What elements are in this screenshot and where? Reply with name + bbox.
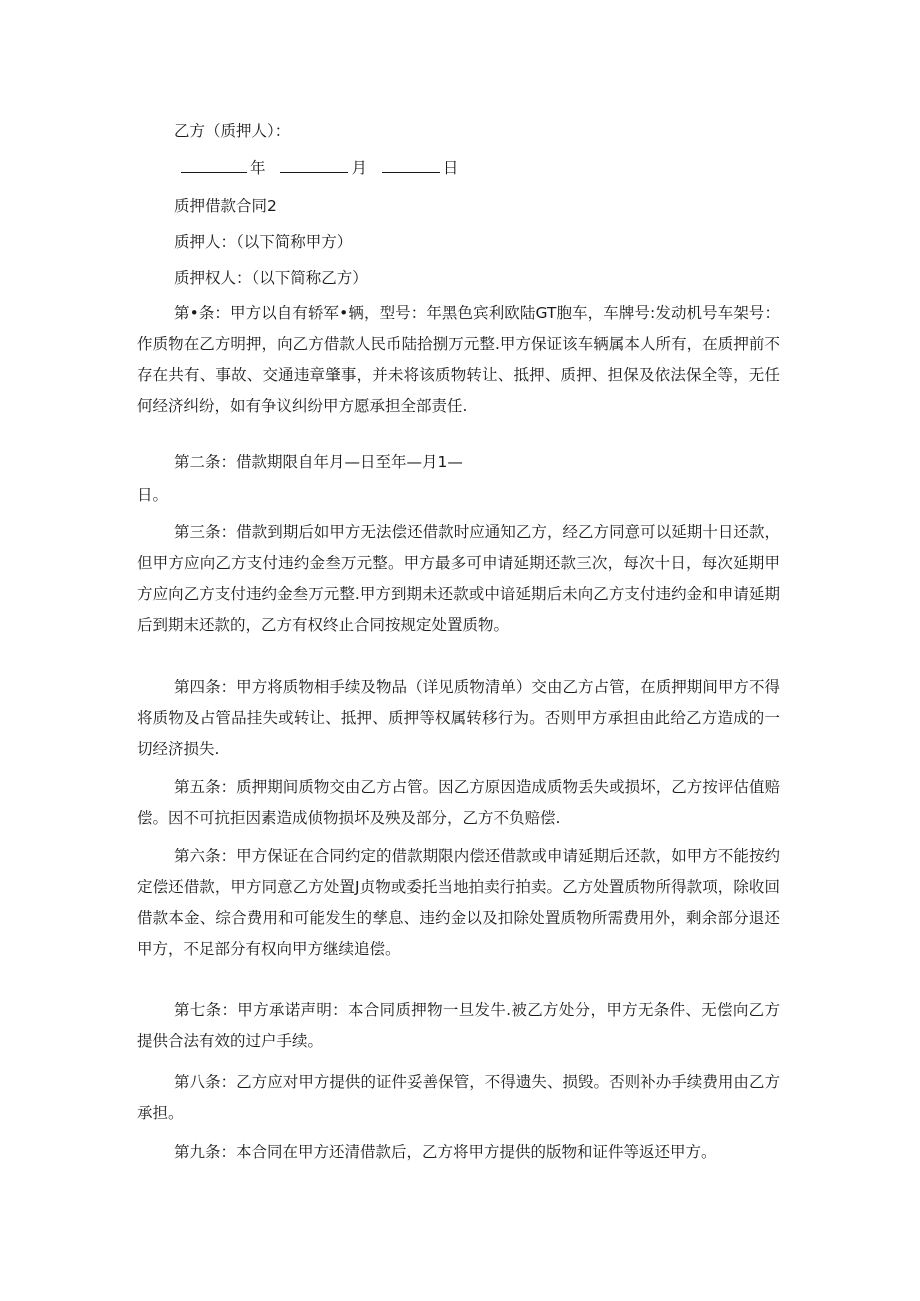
day-label: 日 xyxy=(442,159,459,177)
article-8: 第八条：乙方应对甲方提供的证件妥善保管，不得遗失、损毁。否则补办手续费用由乙方承担。 xyxy=(137,1073,780,1122)
pledgee-line: 质押权人：（以下简称乙方） xyxy=(174,269,368,287)
month-blank xyxy=(280,158,348,173)
article-2-line2: 日。 xyxy=(137,486,169,504)
month-label: 月 xyxy=(351,159,367,177)
article-4: 第四条：甲方将质物相手续及物品（详见质物清单）交由乙方占管，在质押期间甲方不得将质物及占管品挂失或转让、抵押、质押等权属转移行为。否则甲方承担由此给乙方造成的一切经济损失. xyxy=(137,678,780,758)
article-3: 第三条：借款到期后如甲方无法偿还借款时应通知乙方，经乙方同意可以延期十日还款，但甲方应向乙方支付违约金叁万元整。甲方最多可申请延期还款三次，每次十日，每次延期甲方应向乙方支付违约金叁万元整.甲方到期未还款或中谙延期后未向乙方支付违约金和申请延期后到期末还款的，乙方有权终止合同按规定处置质物。 xyxy=(137,523,780,634)
article-6: 第六条：甲方保证在合同约定的借款期限内偿还借款或申请延期后还款，如甲方不能按约定偿还借款，甲方同意乙方处置J贞物或委托当地拍卖行拍卖。乙方处置质物所得款项，除收回借款本金、综合费用和可能发生的孳息、违约金以及扣除处置质物所需费用外，剩余部分退还甲方，不足部分有权向甲方继续追偿。 xyxy=(137,847,780,958)
party-b-label: 乙方（质押人）： xyxy=(174,122,291,140)
article-1: 第•条：甲方以自有轿军•辆，型号：年黑色宾利欧陆GT胞车，车牌号:发动机号车架号：作质物在乙方明押，向乙方借款人民币陆拾捌万元整.甲方保证该车辆属本人所有，在质押前不存在共有、事故、交通违章肇事，并未将该质物转让、抵押、质押、担保及依法保全等，无任何经济纠纷，如有争议纠纷甲方愿承担全部责任. xyxy=(137,304,780,415)
year-label: 年 xyxy=(250,159,266,177)
year-blank xyxy=(181,158,247,173)
article-5: 第五条：质押期间质物交由乙方占管。因乙方原因造成质物丢失或损坏，乙方按评估值赔偿。因不可抗拒因素造成侦物损坏及殃及部分，乙方不负赔偿. xyxy=(137,778,780,827)
day-blank xyxy=(382,158,440,173)
pledgor-line: 质押人：（以下简称甲方） xyxy=(174,233,353,251)
signature-date xyxy=(178,158,458,178)
contract-title: 质押借款合同2 xyxy=(174,197,277,215)
article-2-line1: 第二条：借款期限自年月—日至年—月1— xyxy=(174,453,463,471)
article-7: 第七条：甲方承诺声明：本合同质押物一旦发牛.被乙方处分，甲方无条件、无偿向乙方提供合法有效的过户手续。 xyxy=(137,1001,780,1050)
article-9: 第九条：本合同在甲方还清借款后，乙方将甲方提供的版物和证件等返还甲方。 xyxy=(174,1143,717,1161)
